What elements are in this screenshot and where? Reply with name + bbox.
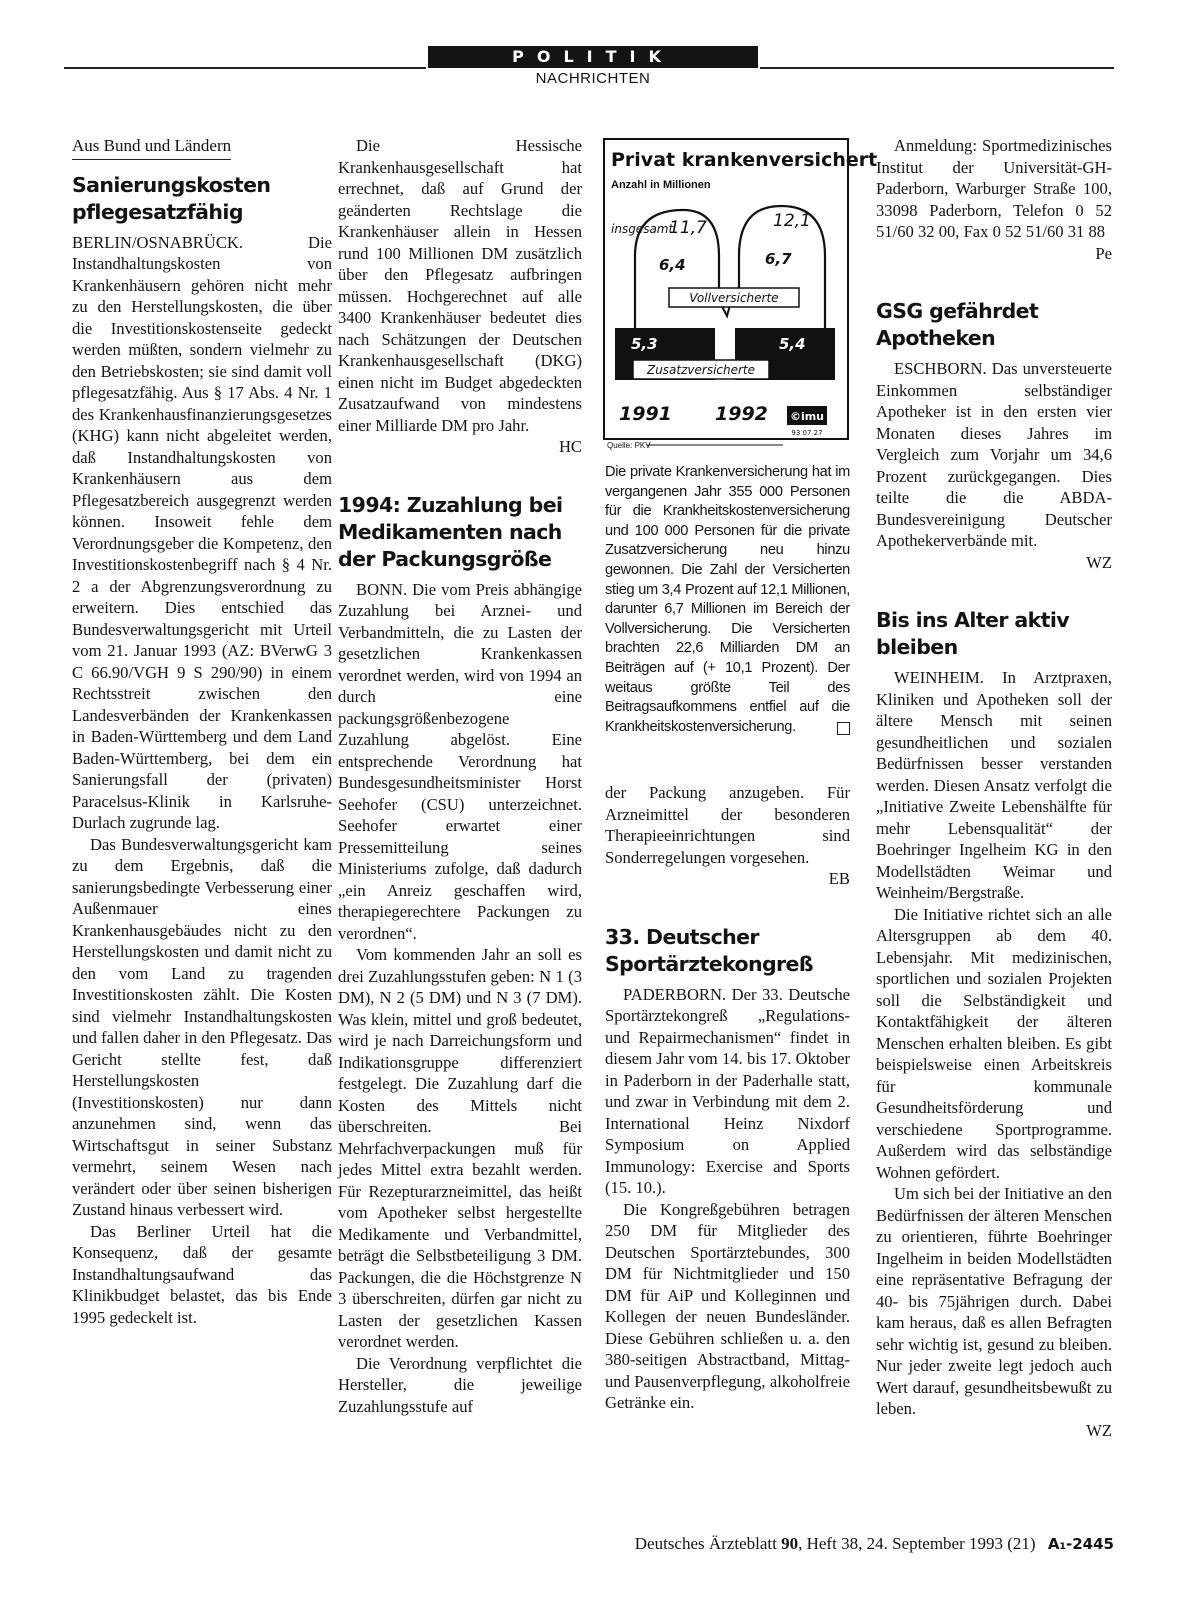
caption-text: Die private Krankenversicherung hat im vergangenen Jahr 355 000 Personen für die Krankheitskostenversicherung und 100 000 Personen für die private Zusatzversicherung neu hinzu gewonnen. Die Zahl der Versicherten stieg um 3,4 Prozent auf 12,1 Millionen, darunter 6,7 Millionen im Bereich der Vollversicherung. Die Versicherten brachten 22,6 Milliarden DM an Beiträgen auf (+ 10,1 Prozent). Der weitaus größte Teil des Beitragsaufkommens entfiel auf die Krankheitskostenversicherung. [605, 464, 850, 735]
author-sign: EB [828, 869, 850, 888]
total-1991: 11,7 [669, 218, 707, 238]
voll-1992: 6,7 [765, 250, 792, 268]
zusatz-1991: 5,3 [631, 335, 658, 353]
paragraph: BONN. Die vom Preis abhängige Zuzahlung bei Arznei- und Verbandmitteln, die zu Lasten der gesetzlichen Krankenkassen verordnet werden, wird von 1994 an durch eine packungsgrößenbezogene Zuzahlung abgelöst. Eine entsprechende Verordnung hat Bundesgesundheitsminister Horst Seehofer (CSU) unterzeichnet. Seehofer erwartet einer Pressemitteilung seines Ministeriums zufolge, daß dadurch „ein Anreiz geschaffen wird, therapiegerechtere Packungen zu verordnen“. [338, 579, 582, 943]
end-mark-icon [837, 722, 850, 735]
paragraph: BERLIN/OSNABRÜCK. Die Instandhaltungskosten von Krankenhäusern gehören nicht mehr zu den Herstellungskosten, die über die Investitionskostenseite gedeckt werden müßten, sondern vielmehr zu den Betriebskosten; sie sind damit voll pflegesatzfähig. Aus § 17 Abs. 4 Nr. 1 des Krankenhausfinanzierungsgesetzes (KHG) kann nicht abgeleitet werden, daß Instandhaltungskosten von Krankenhäusern aus dem Pflegesatzbereich ausgegrenzt werden können. Insoweit fehle dem Verordnungsgeber die Kompetenz, den Investitionskostenbegriff nach § 4 Nr. 2 a der Abgrenzungsverordnung zu erweitern. Dies entschied das Bundesverwaltungsgericht mit Urteil vom 21. Januar 1993 (AZ: BVerwG 3 C 66.90/VGH 9 S 290/90) in einem Rechtsstreit zwischen den Landesverbänden der Krankenkassen in Baden-Württemberg und dem Land Baden-Württemberg, bei dem ein Sanierungsfall der (privaten) Paracelsus-Klinik in Karlsruhe-Durlach zugrunde lag. [72, 232, 332, 832]
agency-code: 93 07 27 [791, 429, 823, 437]
paragraph: Anmeldung: Sportmedizinisches Institut der Universität-GH-Paderborn, Warburger Straße 100, 33098 Paderborn, Telefon 0 52 51/60 32 00, Fax 0 52 51/60 31 88 [876, 136, 1112, 241]
journal-name: Deutsches Ärzteblatt [634, 1534, 777, 1553]
total-label: insgesamt [611, 222, 674, 236]
graphic-source: Quelle: PKV [607, 441, 651, 450]
paragraph: Das Bundesverwaltungsgericht kam zu dem Ergebnis, daß die sanierungsbedingte Verbesserung einer Außenmauer eines Krankenhausgebäudes nicht zu den Herstellungskosten und damit nicht zu den vom Land zu tragenden Investitionskosten zählt. Die Kosten sind vielmehr Instandhaltungskosten und fallen daher in den Pflegesatz. Das Gericht stellte fest, daß Herstellungskosten (Investitionskosten) nur dann anzunehmen sind, wenn das Wirtschaftsgut in seiner Substanz vermehrt, seinem Wesen nach verändert oder über seinen bisherigen Zustand hinaus verbessert wird. [72, 834, 332, 1219]
agency-name: ©imu [789, 410, 825, 423]
paragraph: Die Initiative richtet sich an alle Altersgruppen ab dem 40. Lebensjahr. Mit medizinischen, sportlichen und sozialen Projekten soll die Selbständigkeit und Kontaktfähigkeit der älteren Menschen erhalten bleiben. Es gibt beispielsweise einen Arbeitskreis für kommunale Gesundheitsförderung und verschiedene Sportprogramme. Außerdem wird das selbständige Wohnen gefördert. [876, 904, 1112, 1182]
headline-sanierungskosten: Sanierungskosten pflegesatzfähig [72, 172, 271, 224]
author-sign: Pe [1095, 243, 1112, 263]
column-2 [338, 135, 582, 1417]
page-footer [400, 1534, 1114, 1554]
headline-apotheken: GSG gefährdet Apotheken [876, 299, 1039, 350]
paragraph: Vom kommenden Jahr an soll es drei Zuzahlungsstufen geben: N 1 (3 DM), N 2 (5 DM) und N 3 (7 DM). Was klein, mittel und groß bedeutet, wird je nach Darreichungsform und Indikationsgruppe differenziert festgelegt. Die Zuzahlung darf die Kosten des Mittels nicht überschreiten. Bei Mehrfachverpackungen muß für jedes Mittel extra bezahlt werden. Für Rezepturarzneimittel, das heißt vom Apotheker selbst hergestellte Medikamente und Verbandmittel, beträgt die Selbstbeteiligung 3 DM. Packungen, die die Höchstgrenze N 3 überschreiten, dürfen gar nicht zu Lasten der gesetzlichen Kassen verordnet werden. [338, 945, 582, 1351]
paragraph: PADERBORN. Der 33. Deutsche Sportärztekongreß „Regulations- und Repairmechanismen“ findet in diesem Jahr vom 14. bis 17. Oktober in Paderborn in der Paderhalle statt, und zwar in Verbindung mit dem 2. International Heinz Nixdorf Symposium on Applied Immunology: Exercise and Sports (15. 10.). [605, 984, 850, 1197]
paragraph: WEINHEIM. In Arztpraxen, Kliniken und Apotheken soll der ältere Mensch mit seinen gesundheitlichen und sozialen Bedürfnissen besser verstanden werden. Diesen Ansatz verfolgt die „Initiative Zweite Lebenshälfte für mehr Lebensqualität“ der Boehringer Ingelheim KG in den Modellstädten Weimar und Weinheim/Bergstraße. [876, 668, 1112, 902]
journal-issue: , Heft 38, 24. September 1993 (21) [798, 1534, 1036, 1553]
journal-volume: 90 [781, 1534, 799, 1553]
paragraph: Die Kongreßgebühren betragen 250 DM für Mitglieder des Deutschen Sportärztebundes, 300 DM für Nichtmitglieder und 150 DM für AiP und Kolleginnen und Kollegen der neuen Bundesländer. Diese Gebühren schließen u. a. den 380-seitigen Abstractband, Mittag- und Pausenverpflegung, alkoholfreie Getränke ein. [605, 1199, 850, 1412]
year-1991: 1991 [619, 403, 672, 425]
column-4 [876, 135, 1112, 1441]
zusatz-label: Zusatzversicherte [646, 363, 756, 377]
masthead-rule-left [64, 67, 426, 69]
paragraph: Das Berliner Urteil hat die Konsequenz, daß der gesamte Instandhaltungsaufwand das Klinikbudget belastet, das bis Ende 1995 gedeckelt ist. [72, 1221, 332, 1327]
graphic-title: Privat krankenversichert [611, 149, 878, 171]
author-sign: WZ [1086, 1420, 1112, 1440]
headline-zuzahlung: 1994: Zuzahlung bei Medikamenten nach der Packungsgröße [338, 492, 563, 571]
paragraph: Die Verordnung verpflichtet die Hersteller, die jeweilige Zuzahlungsstufe auf [338, 1353, 582, 1416]
section-label: POLITIK [428, 46, 758, 68]
paragraph: Um sich bei der Initiative an den Bedürfnissen der älteren Menschen zu orientieren, führte Boehringer Ingelheim in beiden Modellstädten eine repräsentative Befragung der 40- bis 75jährigen durch. Dabei kam heraus, daß es allen Befragten sehr wichtig ist, gesund zu bleiben. Nur jeder zweite legt jedoch auch Wert darauf, gesundheitsbewußt zu leben. [876, 1184, 1112, 1418]
pkv-infographic [603, 138, 878, 451]
page-number: A₁-2445 [1047, 1535, 1114, 1553]
total-1992: 12,1 [773, 211, 811, 231]
masthead [0, 0, 1178, 95]
paragraph: der Packung anzugeben. Für Arzneimittel der besonderen Therapieeinrichtungen sind Sonderregelungen vorgesehen. [605, 783, 850, 867]
voll-label: Vollversicherte [689, 291, 779, 305]
headline-sportaerztekongress: 33. Deutscher Sportärztekongreß [605, 924, 814, 976]
voll-1991: 6,4 [659, 256, 686, 274]
department-label: Aus Bund und Ländern [72, 135, 231, 160]
column-1 [72, 135, 332, 1328]
author-sign: WZ [1086, 552, 1112, 572]
masthead-rule-right [760, 67, 1114, 69]
zusatz-1992: 5,4 [779, 335, 806, 353]
graphic-subtitle: Anzahl in Millionen [611, 179, 711, 191]
paragraph: ESCHBORN. Das unversteuerte Einkommen selbständiger Apotheker ist in den ersten vier Monaten dieses Jahres im Vergleich zum Vorjahr um 34,6 Prozent zurückgegangen. Dies teilte die die ABDA-Bundesvereinigung Deutscher Apothekerverbände mit. [876, 359, 1112, 550]
year-1992: 1992 [715, 403, 768, 425]
column-3 [605, 782, 850, 1414]
paragraph: Die Hessische Krankenhausgesellschaft hat errechnet, daß auf Grund der geänderten Rechtslage die Krankenhäuser allein in Hessen rund 100 Millionen DM zusätzlich über den Pflegesatz aufbringen müssen. Hochgerechnet auf alle 3400 Krankenhäuser bedeutet dies nach Schätzungen der Deutschen Krankenhausgesellschaft (DKG) einen nicht im Budget abgedeckten Zusatzaufwand von mindestens einer Milliarde DM pro Jahr. [338, 136, 582, 435]
headline-alter-aktiv: Bis ins Alter aktiv bleiben [876, 608, 1070, 659]
author-sign: HC [558, 437, 582, 456]
graphic-caption [605, 463, 850, 737]
subsection-label: NACHRICHTEN [535, 70, 651, 87]
